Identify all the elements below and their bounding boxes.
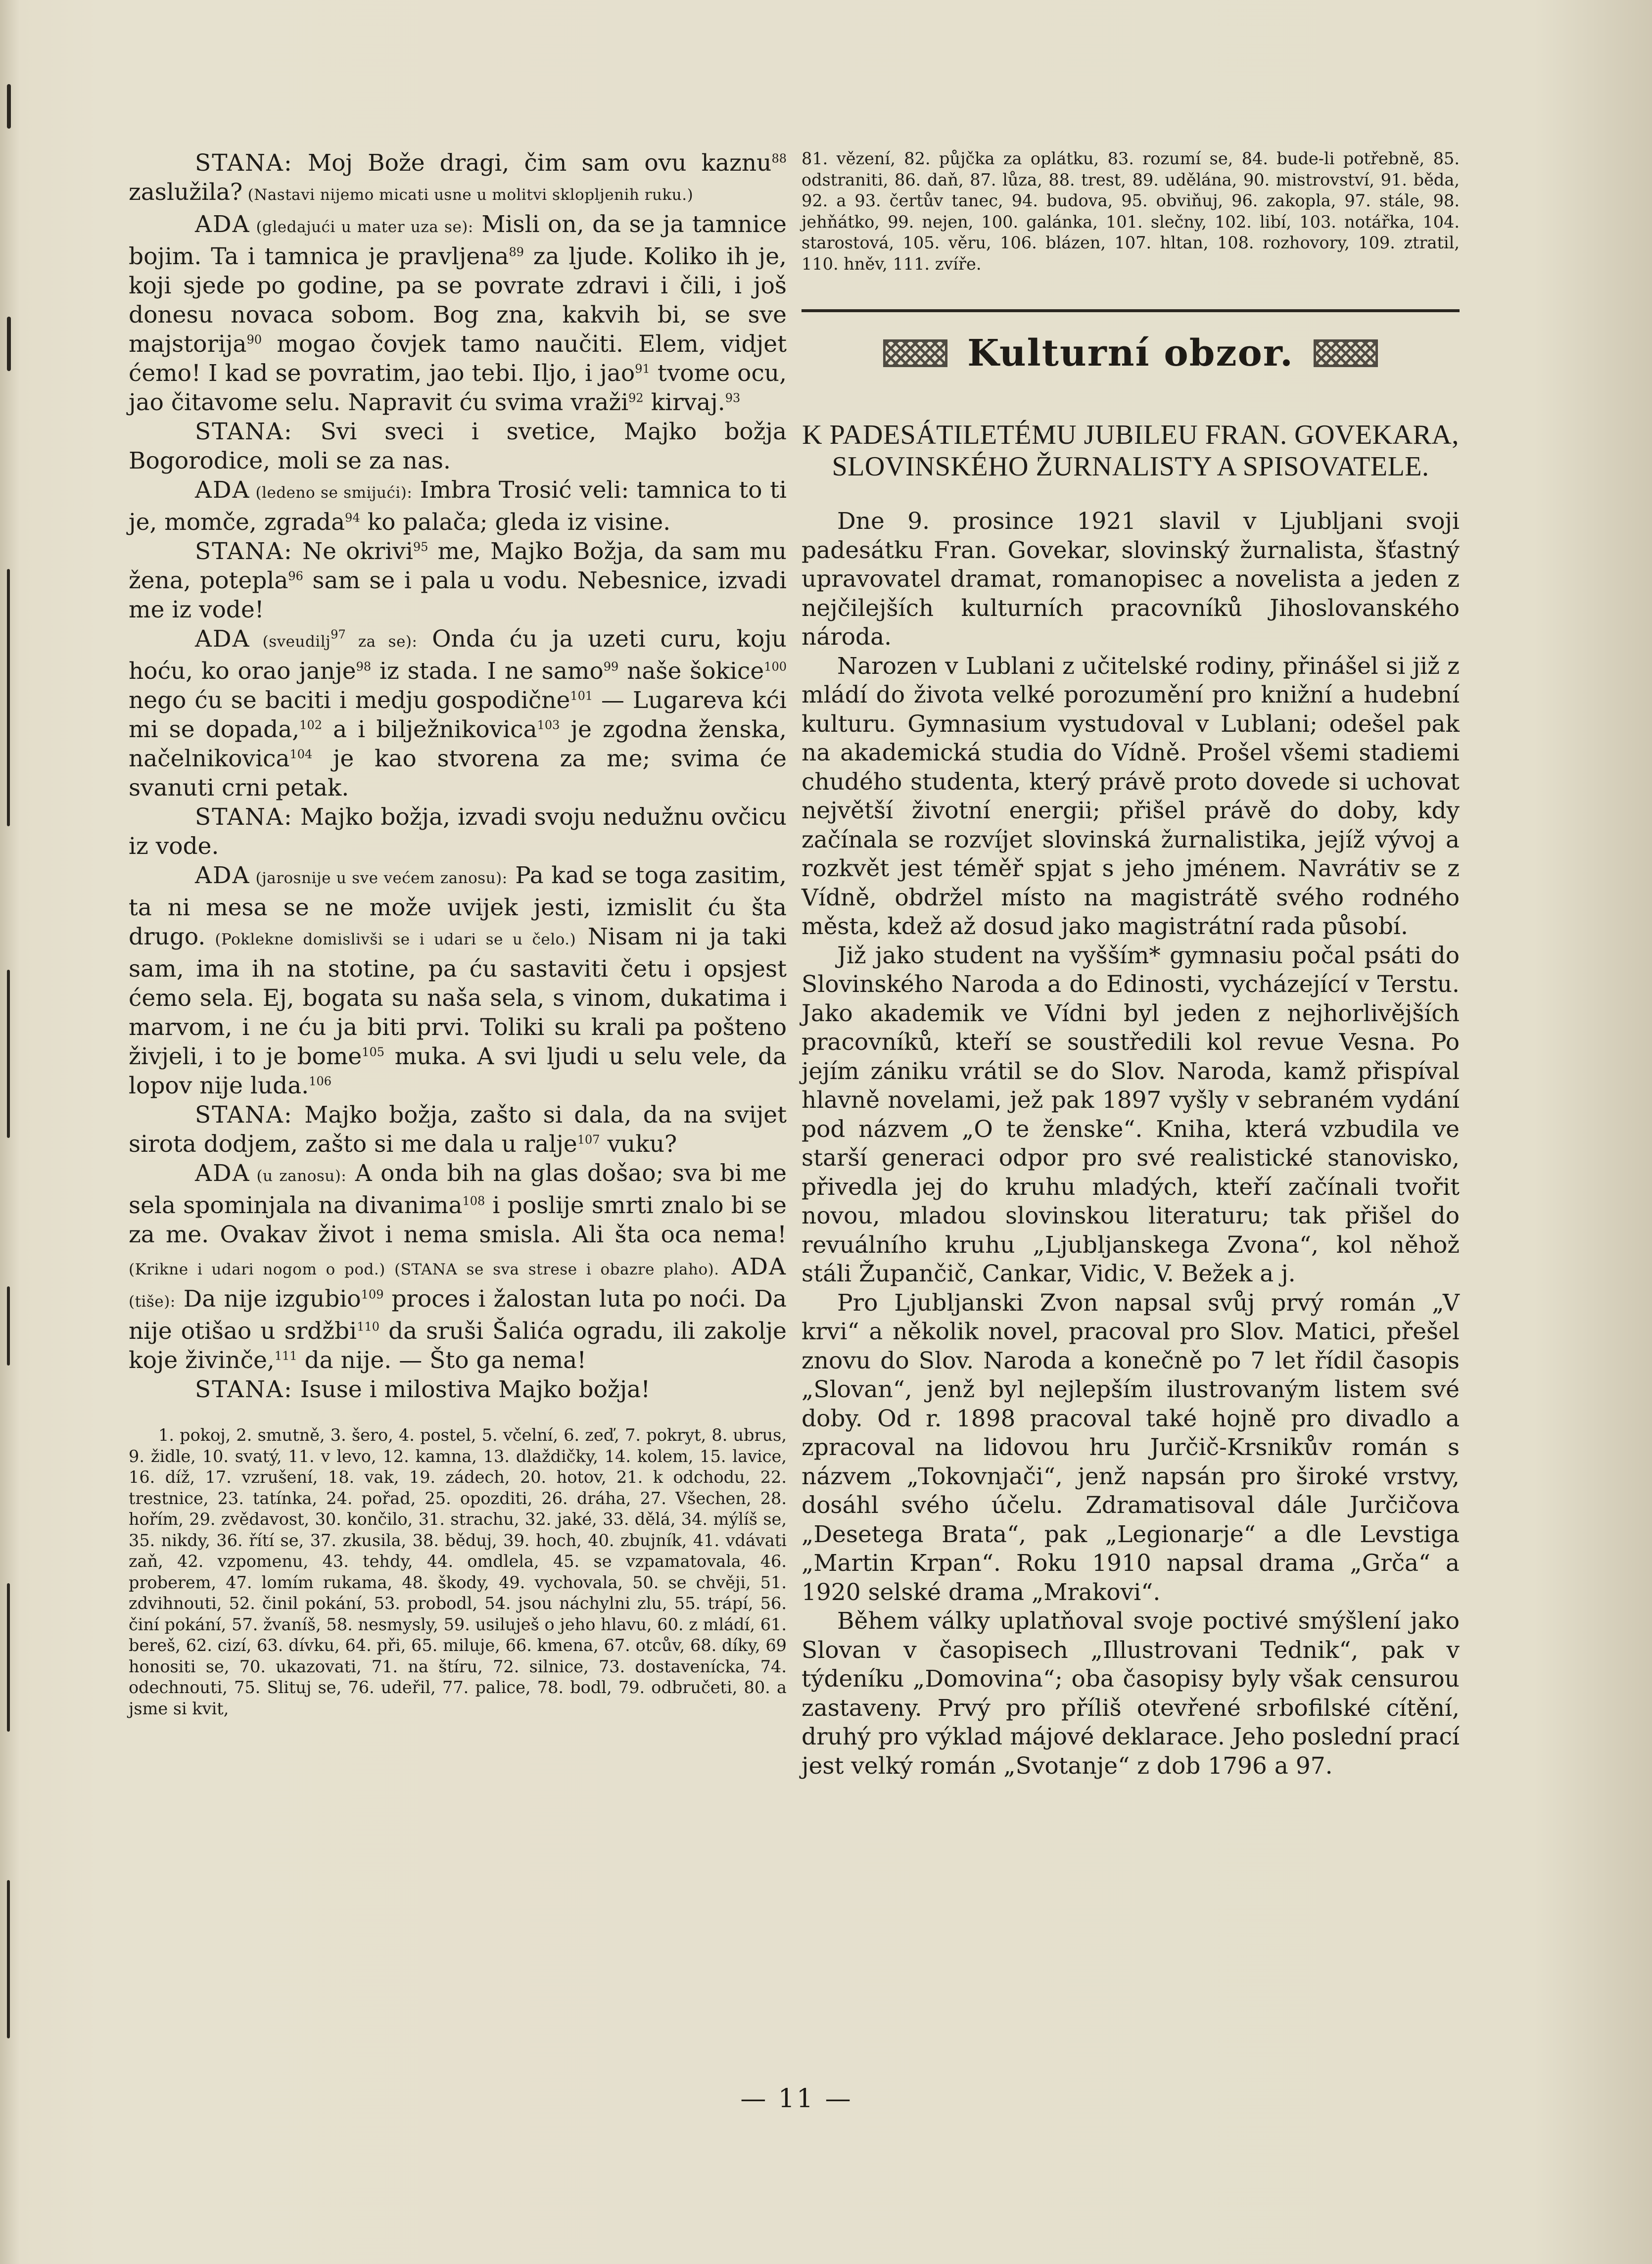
margin-mark (7, 1286, 10, 1366)
margin-mark (7, 1880, 10, 2038)
glossary-footnotes: 1. pokoj, 2. smutně, 3. šero, 4. postel, 5. včelní, 6. zeď, 7. pokryt, 8. ubrus, 9. židle, 10. svatý, 11. v levo, 12. kamna, 13. dlaždičky, 14. kolem, 15. lavice, 16. díž, 17. vzrušení, 18. vak, 19. zádech, 20. hotov, 21. k odchodu, 22. trestnice, 23. tatínka, 24. pořad, 25. opozditi, 26. dráha, 27. Všechen, 28. hořím, 29. zvědavost, 30. končilo, 31. strachu, 32. jaké, 33. dělá, 34. mýlíš se, 35. nikdy, 36. řítí se, 37. zkusila, 38. běduj, 39. hoch, 40. zbujník, 41. vdávati zaň, 42. vzpomenu, 43. tehdy, 44. omdlela, 45. se vzpamatovala, 46. proberem, 47. lomím rukama, 48. škody, 49. vychovala, 50. se chvěji, 51. zdvihnouti, 52. činil pokání, 53. probodl, 54. jsou náchylni zlu, 55. trápí, 56. činí pokání, 57. žvaníš, 58. nesmysly, 59. usiluješ o jeho hlavu, 60. z mládí, 61. bereš, 62. cizí, 63. dívku, 64. při, 65. miluje, 66. kmena, 67. otcův, 68. díky, 69 honositi se, 70. ukazovati, 71. na štíru, 72. silnice, 73. dostavenícka, 74. odechnouti, 75. Slituj se, 76. udeřil, 77. palice, 78. bodl, 79. odbručeti, 80. a jsme si kvit, (129, 1425, 787, 1718)
dialogue-line: STANA: Moj Bože dragi, čim sam ovu kaznu$^{88}$ zaslužila? (Nastavi nijemo micati usne u molitvi sklopljenih ruku.) (129, 149, 787, 206)
dialogue-line: STANA: Ne okrivi$^{95}$ me, Majko Božja, da sam mu žena, potepla$^{96}$ sam se i pala u vodu. Nebesnice, izvadi me iz vode! (129, 538, 787, 623)
margin-mark (7, 569, 10, 826)
article-title: K PADESÁTILETÉMU JUBILEU FRAN. GOVEKARA, SLOVINSKÉHO ŽURNALISTY A SPISOVATELE. (802, 420, 1459, 482)
dialogue-line: ADA (ledeno se smijući): Imbra Trosić veli: tamnica to ti je, momče, zgrada$^{94}$ ko palača; gleda iz visine. (129, 476, 787, 536)
glossary-continuation: 81. vězení, 82. půjčka za oplátku, 83. rozumí se, 84. bude-li potřebně, 85. odstraniti, 86. daň, 87. lůza, 88. trest, 89. udělána, 90. mistrovství, 91. běda, 92. a 93. čertův tanec, 94. budova, 95. obviňuj, 96. zakopla, 97. stále, 98. jehňátko, 99. nejen, 100. galánka, 101. slečny, 102. libí, 103. notářka, 104. starostová, 105. věru, 106. blázen, 107. hltan, 108. rozhovory, 109. ztratil, 110. hněv, 111. zvíře. (802, 149, 1460, 274)
dialogue-line: ADA (gledajući u mater uza se): Misli on, da se ja tamnice bojim. Ta i tamnica je pravljena$^{89}$ za ljude. Koliko ih je, koji sjede po godine, pa se povrate zdravi i čili, i još donesu novaca sobom. Bog zna, kakvih bi, se sve majstorija$^{90}$ mogao čovjek tamo naučiti. Elem, vidjet ćemo! I kad se povratim, jao tebi. Iljo, i jao$^{91}$ tvome ocu, jao čitavome selu. Napravit ću svima vraži$^{92}$ kirvaj.$^{93}$ (129, 211, 787, 416)
article-body (802, 507, 1460, 1781)
section-header (802, 332, 1460, 375)
margin-mark (7, 970, 10, 1138)
section-divider (802, 309, 1460, 312)
dialogue-line: STANA: Svi sveci i svetice, Majko božja Bogorodice, moli se za nas. (129, 418, 787, 474)
ornament-icon (883, 339, 947, 367)
margin-mark (7, 1583, 10, 1732)
article-paragraph: Pro Ljubljanski Zvon napsal svůj prvý román „V krvi“ a několik novel, pracoval pro Slov. Matici, přešel znovu do Slov. Naroda a konečně po 7 let řídil časopis „Slovan“, jenž byl nejlepším ilustrovaným listem své doby. Od r. 1898 pracoval také hojně pro divadlo a zpracoval na lidovou hru Jurčič-Krsnikův román s názvem „Tokovnjači“, jenž napsán pro široké vrstvy, dosáhl svého účelu. Zdramatisoval dále Jurčičova „Desetega Brata“, pak „Legionarje“ a dle Levstiga „Martin Krpan“. Roku 1910 napsal drama „Grča“ a 1920 selské drama „Mrakovi“. (802, 1289, 1460, 1606)
article-paragraph: Již jako student na vyšším* gymnasiu počal psáti do Slovinského Naroda a do Edinosti, vycházející v Terstu. Jako akademik ve Vídni byl jeden z nejhorlivějších pracovníků, kteří se soustředili kol revue Vesna. Po jejím zániku vrátil se do Slov. Naroda, kamž přispíval hlavně novelami, jež pak 1897 vyšly v sebraném vydání pod názvem „O te ženske“. Kniha, která vzbudila ve starší generaci odpor pro své realistické stanovisko, přivedla jej do kruhu mladých, kteří začínali tvořit novou, mladou slovinskou literaturu; tak přišel do revuálního kruhu „Ljubljanskega Zvona“, kol něhož stáli Župančič, Cankar, Vidic, V. Bežek a j. (802, 942, 1460, 1287)
article-paragraph: Dne 9. prosince 1921 slavil v Ljubljani svoji padesátku Fran. Govekar, slovinský žurnalista, šťastný upravovatel dramat, romanopisec a novelista a jeden z nejčilejších kulturních pracovníků Jihoslovanského národa. (802, 508, 1460, 651)
dialogue-line: STANA: Majko božja, izvadi svoju nedužnu ovčicu iz vode. (129, 803, 787, 860)
left-column (129, 148, 787, 1719)
margin-mark (7, 317, 11, 371)
margin-mark (7, 84, 11, 129)
section-heading: Kulturní obzor. (967, 332, 1294, 375)
article-paragraph: Během války uplatňoval svoje poctivé smýšlení jako Slovan v časopisech „Illustrovani Tednik“, pak v týdeníku „Domovina“; oba časopisy byly však censurou zastaveny. Prvý pro příliš otevřené srbofilské cítění, druhý pro výklad májové deklarace. Jeho poslední prací jest velký román „Svotanje“ z dob 1796 a 97. (802, 1607, 1460, 1780)
dialogue-line: STANA: Majko božja, zašto si dala, da na svijet sirota dodjem, zašto si me dala u ralje$^{107}$ vuku? (129, 1101, 787, 1158)
right-column (802, 148, 1460, 1781)
dialogue-line: ADA (sveudilj$^{97}$ za se): Onda ću ja uzeti curu, koju hoću, ko orao janje$^{98}$ iz stada. I ne samo$^{99}$ naše šokice$^{100}$ nego ću se baciti i medju gospodične$^{101}$ — Lugareva kći mi se dopada,$^{102}$ a i bilježnikovica$^{103}$ je zgodna ženska, načelnikovica$^{104}$ je kao stvorena za me; svima će svanuti crni petak. (129, 625, 787, 802)
ornament-icon (1314, 339, 1378, 367)
dialogue-line: ADA (u zanosu): A onda bih na glas došao; sva bi me sela spominjala na divanima$^{108}$ i poslije smrti znalo bi se za me. Ovakav život i nema smisla. Ali šta oca nema! (Krikne i udari nogom o pod.) (STANA se sva strese i obazre plaho). ADA (tiše): Da nije izgubio$^{109}$ proces i žalostan luta po noći. Da nije otišao u srdžbi$^{110}$ da sruši Šalića ogradu, ili zakolje koje živinče,$^{111}$ da nije. — Što ga nema! (129, 1160, 787, 1374)
page-number: — 11 — (740, 2084, 853, 2114)
dialogue-line: STANA: Isuse i milostiva Majko božja! (195, 1376, 651, 1403)
play-dialogue (129, 148, 787, 1404)
dialogue-line: ADA (jarosnije u sve većem zanosu): Pa kad se toga zasitim, ta ni mesa se ne može uvijek jesti, izmislit ću šta drugo. (Poklekne domislivši se i udari se u čelo.) Nisam ni ja taki sam, ima ih na stotine, pa ću sastaviti četu i opsjest ćemo sela. Ej, bogata su naša sela, s vinom, dukatima i marvom, i ne ću ja biti prvi. Toliki su krali pa pošteno živjeli, i to je bome$^{105}$ muka. A svi ljudi u selu vele, da lopov nije luda.$^{106}$ (129, 862, 787, 1099)
article-paragraph: Narozen v Lublani z učitelské rodiny, přinášel si již z mládí do života velké porozumění pro knižní a hudební kulturu. Gymnasium vystudoval v Lublani; odešel pak na akademická studia do Vídně. Prošel všemi stadiemi chudého studenta, který právě proto dovede si uchovat největší životní energii; přišel právě do doby, kdy začínala se rozvíjet slovinská žurnalistika, jejíž vývoj a rozkvět jest téměř spjat s jeho jménem. Navrátiv se z Vídně, obdržel místo na magistrátě svého rodného města, kdež až dosud jako magistrátní rada působí. (802, 652, 1460, 940)
